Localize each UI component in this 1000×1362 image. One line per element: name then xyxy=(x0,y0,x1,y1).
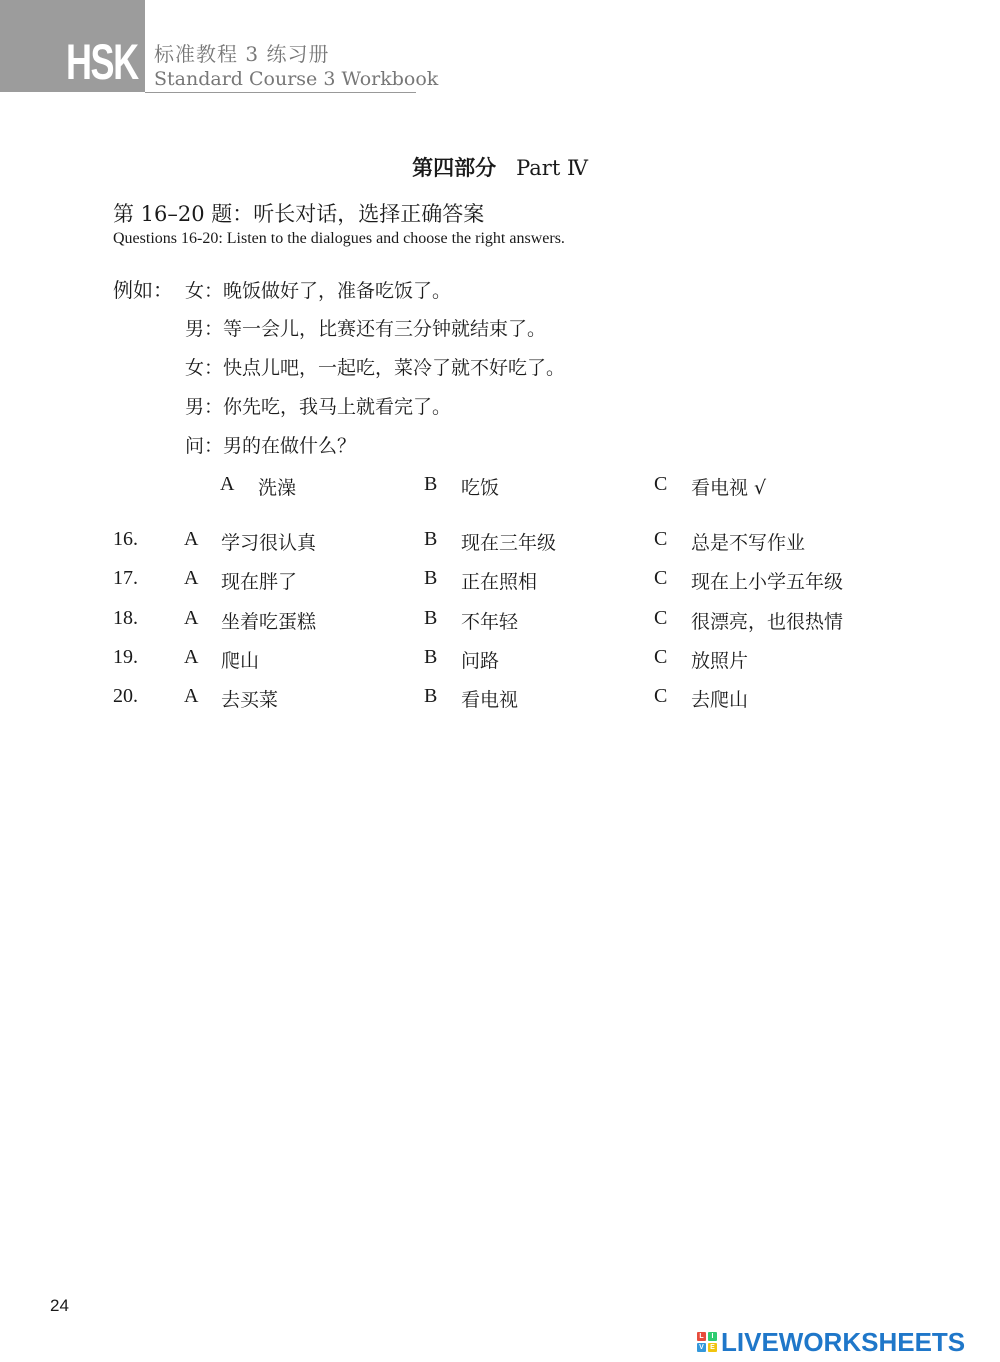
option-b-letter: B xyxy=(424,567,438,589)
part-title-cn: 第四部分 xyxy=(412,155,497,180)
option-c-letter: C xyxy=(654,528,668,550)
grid-tile: V xyxy=(697,1343,706,1352)
option-b-letter: B xyxy=(424,528,438,550)
option-a-letter: A xyxy=(184,567,199,589)
example-line: 女：快点儿吧，一起吃，菜冷了就不好吃了。 xyxy=(185,357,566,379)
header-title-en: Standard Course 3 Workbook xyxy=(154,68,439,90)
option-c[interactable]: 现在上小学五年级 xyxy=(691,571,844,593)
grid-tile: I xyxy=(708,1332,717,1341)
liveworksheets-text: LIVEWORKSHEETS xyxy=(721,1326,966,1357)
header-divider xyxy=(145,92,416,93)
part-title xyxy=(0,152,1000,182)
option-b[interactable]: 不年轻 xyxy=(461,611,519,633)
option-c[interactable]: 去爬山 xyxy=(691,689,749,711)
option-c[interactable]: 很漂亮，也很热情 xyxy=(691,611,844,633)
option-b[interactable]: 现在三年级 xyxy=(461,532,557,554)
question-number: 17. xyxy=(113,567,138,589)
option-a-letter: A xyxy=(184,646,199,668)
option-a[interactable]: 坐着吃蛋糕 xyxy=(221,611,317,633)
option-c-letter: C xyxy=(654,607,668,629)
grid-tile: E xyxy=(708,1343,717,1352)
example-line: 男：你先吃，我马上就看完了。 xyxy=(185,396,452,418)
page-number: 24 xyxy=(50,1296,69,1315)
option-a[interactable]: 学习很认真 xyxy=(221,532,317,554)
question-number: 20. xyxy=(113,685,138,707)
liveworksheets-watermark[interactable] xyxy=(697,1328,965,1356)
example-option-b-letter: B xyxy=(424,473,438,495)
option-c[interactable]: 总是不写作业 xyxy=(691,532,806,554)
question-number: 19. xyxy=(113,646,138,668)
instructions-en: Questions 16-20: Listen to the dialogues and choose the right answers. xyxy=(113,230,565,247)
header-title-cn: 标准教程 3 练习册 xyxy=(154,42,330,66)
option-b-letter: B xyxy=(424,646,438,668)
example-option-a-letter: A xyxy=(220,473,235,495)
instructions-cn: 第 16–20 题：听长对话，选择正确答案 xyxy=(113,202,485,226)
example-option-c-letter: C xyxy=(654,473,668,495)
option-a-letter: A xyxy=(184,528,199,550)
option-c-letter: C xyxy=(654,646,668,668)
example-line: 女：晚饭做好了，准备吃饭了。 xyxy=(185,280,452,302)
option-c[interactable]: 放照片 xyxy=(691,650,749,672)
option-b[interactable]: 正在照相 xyxy=(461,571,538,593)
hsk-logo: HSK xyxy=(66,34,138,90)
option-a[interactable]: 爬山 xyxy=(221,650,260,672)
example-option-a[interactable]: 洗澡 xyxy=(258,477,297,499)
option-b[interactable]: 看电视 xyxy=(461,689,519,711)
option-a-letter: A xyxy=(184,607,199,629)
part-title-en: Part Ⅳ xyxy=(516,156,588,180)
option-c-letter: C xyxy=(654,567,668,589)
example-option-b[interactable]: 吃饭 xyxy=(461,477,500,499)
example-label: 例如： xyxy=(113,278,173,302)
option-a[interactable]: 现在胖了 xyxy=(221,571,298,593)
grid-tile: L xyxy=(697,1332,706,1341)
option-c-letter: C xyxy=(654,685,668,707)
example-option-c[interactable]: 看电视 √ xyxy=(691,477,767,499)
option-b-letter: B xyxy=(424,685,438,707)
example-question: 问：男的在做什么？ xyxy=(185,435,357,457)
option-a-letter: A xyxy=(184,685,199,707)
option-a[interactable]: 去买菜 xyxy=(221,689,279,711)
liveworksheets-grid-icon xyxy=(697,1332,717,1352)
example-line: 男：等一会儿，比赛还有三分钟就结束了。 xyxy=(185,318,547,340)
header-logo-box xyxy=(0,0,145,92)
option-b[interactable]: 问路 xyxy=(461,650,500,672)
question-number: 18. xyxy=(113,607,138,629)
option-b-letter: B xyxy=(424,607,438,629)
question-number: 16. xyxy=(113,528,138,550)
